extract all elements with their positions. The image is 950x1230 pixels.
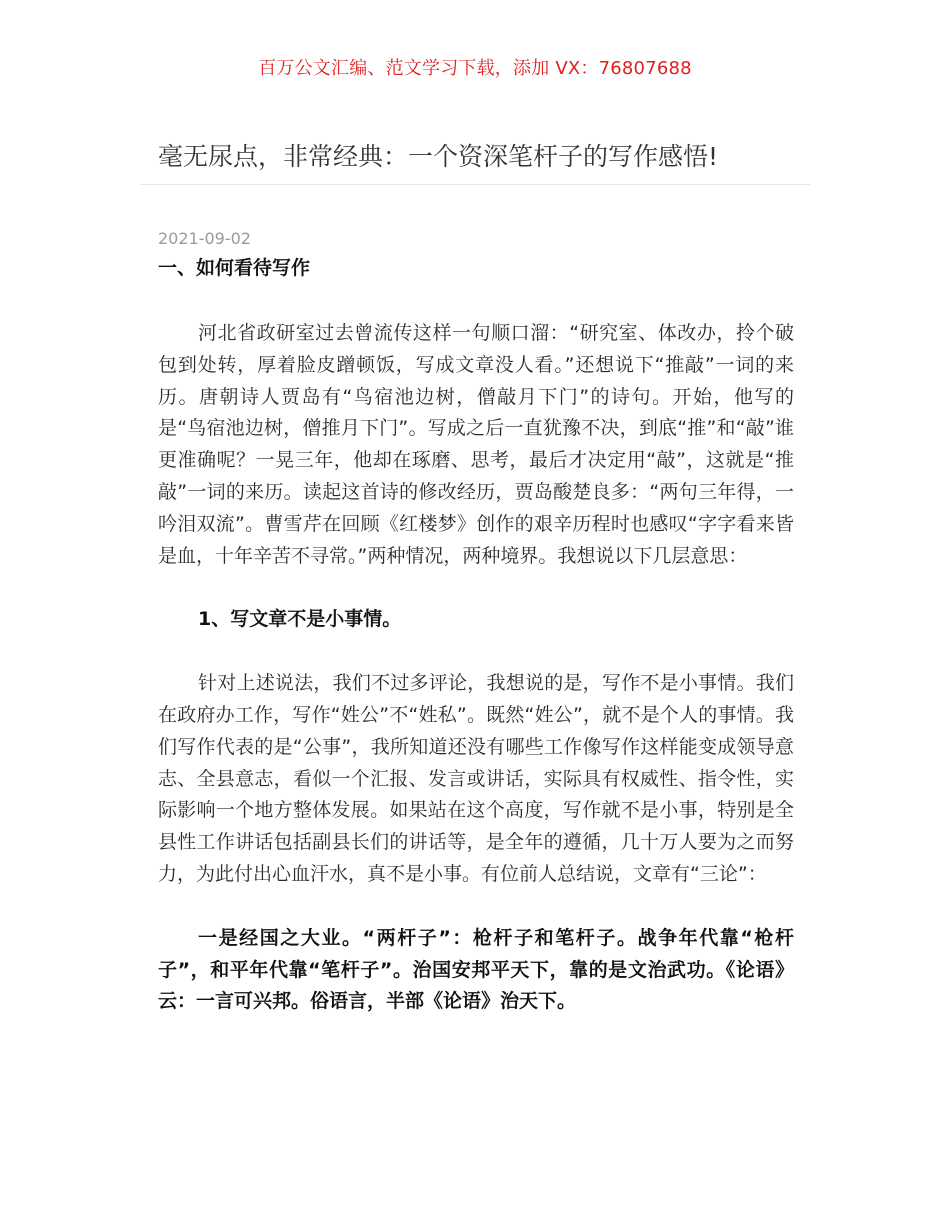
promo-banner: 百万公文汇编、范文学习下载，添加 VX：76807688 <box>258 58 692 79</box>
title-divider <box>140 184 810 185</box>
article-title: 毫无尿点，非常经典：一个资深笔杆子的写作感悟! <box>158 142 719 171</box>
subsection-heading: 1、写文章不是小事情。 <box>198 608 402 631</box>
article-body <box>158 254 794 1018</box>
paragraph: 针对上述说法，我们不过多评论，我想说的是，写作不是小事情。我们在政府办工作，写作“姓公”不“姓私”。既然“姓公”，就不是个人的事情。我们写作代表的是“公事”，我所知道还没有哪些工作像写作这样能变成领导意志、全县意志，看似一个汇报、发言或讲话，实际具有权威性、指令性，实际影响一个地方整体发展。如果站在这个高度，写作就不是小事，特别是全县性工作讲话包括副县长们的讲话等，是全年的遵循，几十万人要为之而努力，为此付出心血汗水，真不是小事。有位前人总结说，文章有“三论”： <box>158 672 794 885</box>
publish-date: 2021-09-02 <box>158 229 251 248</box>
bold-paragraph: 一是经国之大业。“两杆子”：枪杆子和笔杆子。战争年代靠“枪杆子”，和平年代靠“笔杆子”。治国安邦平天下，靠的是文治武功。《论语》云：一言可兴邦。俗语言，半部《论语》治天下。 <box>158 926 794 1013</box>
paragraph: 河北省政研室过去曾流传这样一句顺口溜：“研究室、体改办，拎个破包到处转，厚着脸皮蹭顿饭，写成文章没人看。”还想说下“推敲”一词的来历。唐朝诗人贾岛有“鸟宿池边树，僧敲月下门”的诗句。开始，他写的是“鸟宿池边树，僧推月下门”。写成之后一直犹豫不决，到底“推”和“敲”谁更准确呢？一晃三年，他却在琢磨、思考，最后才决定用“敲”，这就是“推敲”一词的来历。读起这首诗的修改经历，贾岛酸楚良多：“两句三年得，一吟泪双流”。曹雪芹在回顾《红楼梦》创作的艰辛历程时也感叹“字字看来皆是血，十年辛苦不寻常。”两种情况，两种境界。我想说以下几层意思： <box>158 322 794 567</box>
section-heading: 一、如何看待写作 <box>158 257 311 279</box>
